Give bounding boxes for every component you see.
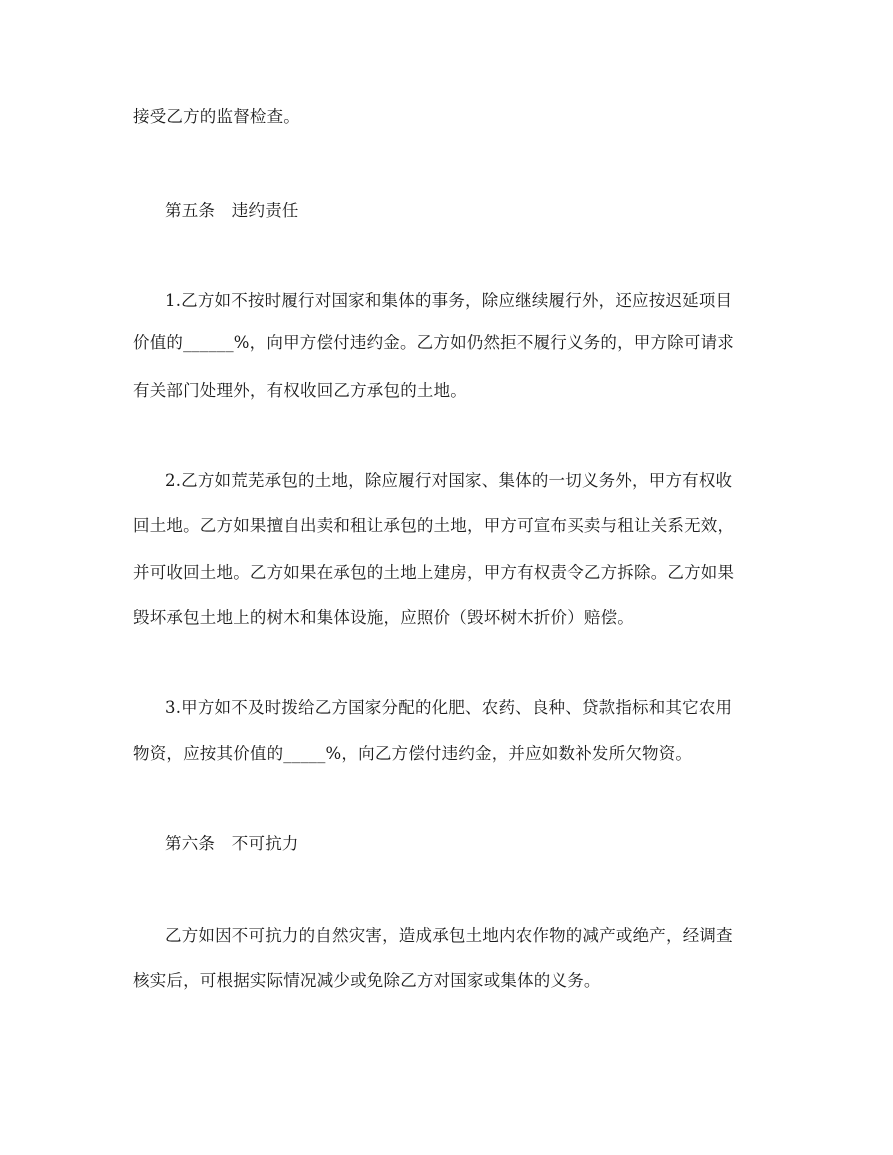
text-line: 物资，应按其价值的_____%，向乙方偿付违约金，并应如数补发所欠物资。 bbox=[133, 744, 693, 763]
text-line: 接受乙方的监督检查。 bbox=[133, 107, 300, 126]
text-line: 1.乙方如不按时履行对国家和集体的事务，除应继续履行外，还应按迟延项目 bbox=[165, 291, 733, 310]
text-line: 毁坏承包土地上的树木和集体设施，应照价（毁坏树木折价）赔偿。 bbox=[133, 608, 634, 627]
text-line: 3.甲方如不及时拨给乙方国家分配的化肥、农药、良种、贷款指标和其它农用 bbox=[165, 698, 733, 717]
section-heading-article-6: 第六条 不可抗力 bbox=[165, 834, 299, 853]
section-heading-article-5: 第五条 违约责任 bbox=[165, 201, 299, 220]
text-line: 2.乙方如荒芜承包的土地，除应履行对国家、集体的一切义务外，甲方有权收 bbox=[165, 471, 733, 490]
text-line: 价值的______%，向甲方偿付违约金。乙方如仍然拒不履行义务的，甲方除可请求 bbox=[133, 333, 734, 352]
text-line: 乙方如因不可抗力的自然灾害，造成承包土地内农作物的减产或绝产，经调查 bbox=[165, 926, 733, 945]
text-line: 有关部门处理外，有权收回乙方承包的土地。 bbox=[133, 381, 467, 400]
text-line: 核实后，可根据实际情况减少或免除乙方对国家或集体的义务。 bbox=[133, 971, 601, 990]
text-line: 并可收回土地。乙方如果在承包的土地上建房，甲方有权责令乙方拆除。乙方如果 bbox=[133, 563, 735, 582]
text-line: 回土地。乙方如果擅自出卖和租让承包的土地，甲方可宣布买卖与租让关系无效， bbox=[133, 516, 735, 535]
